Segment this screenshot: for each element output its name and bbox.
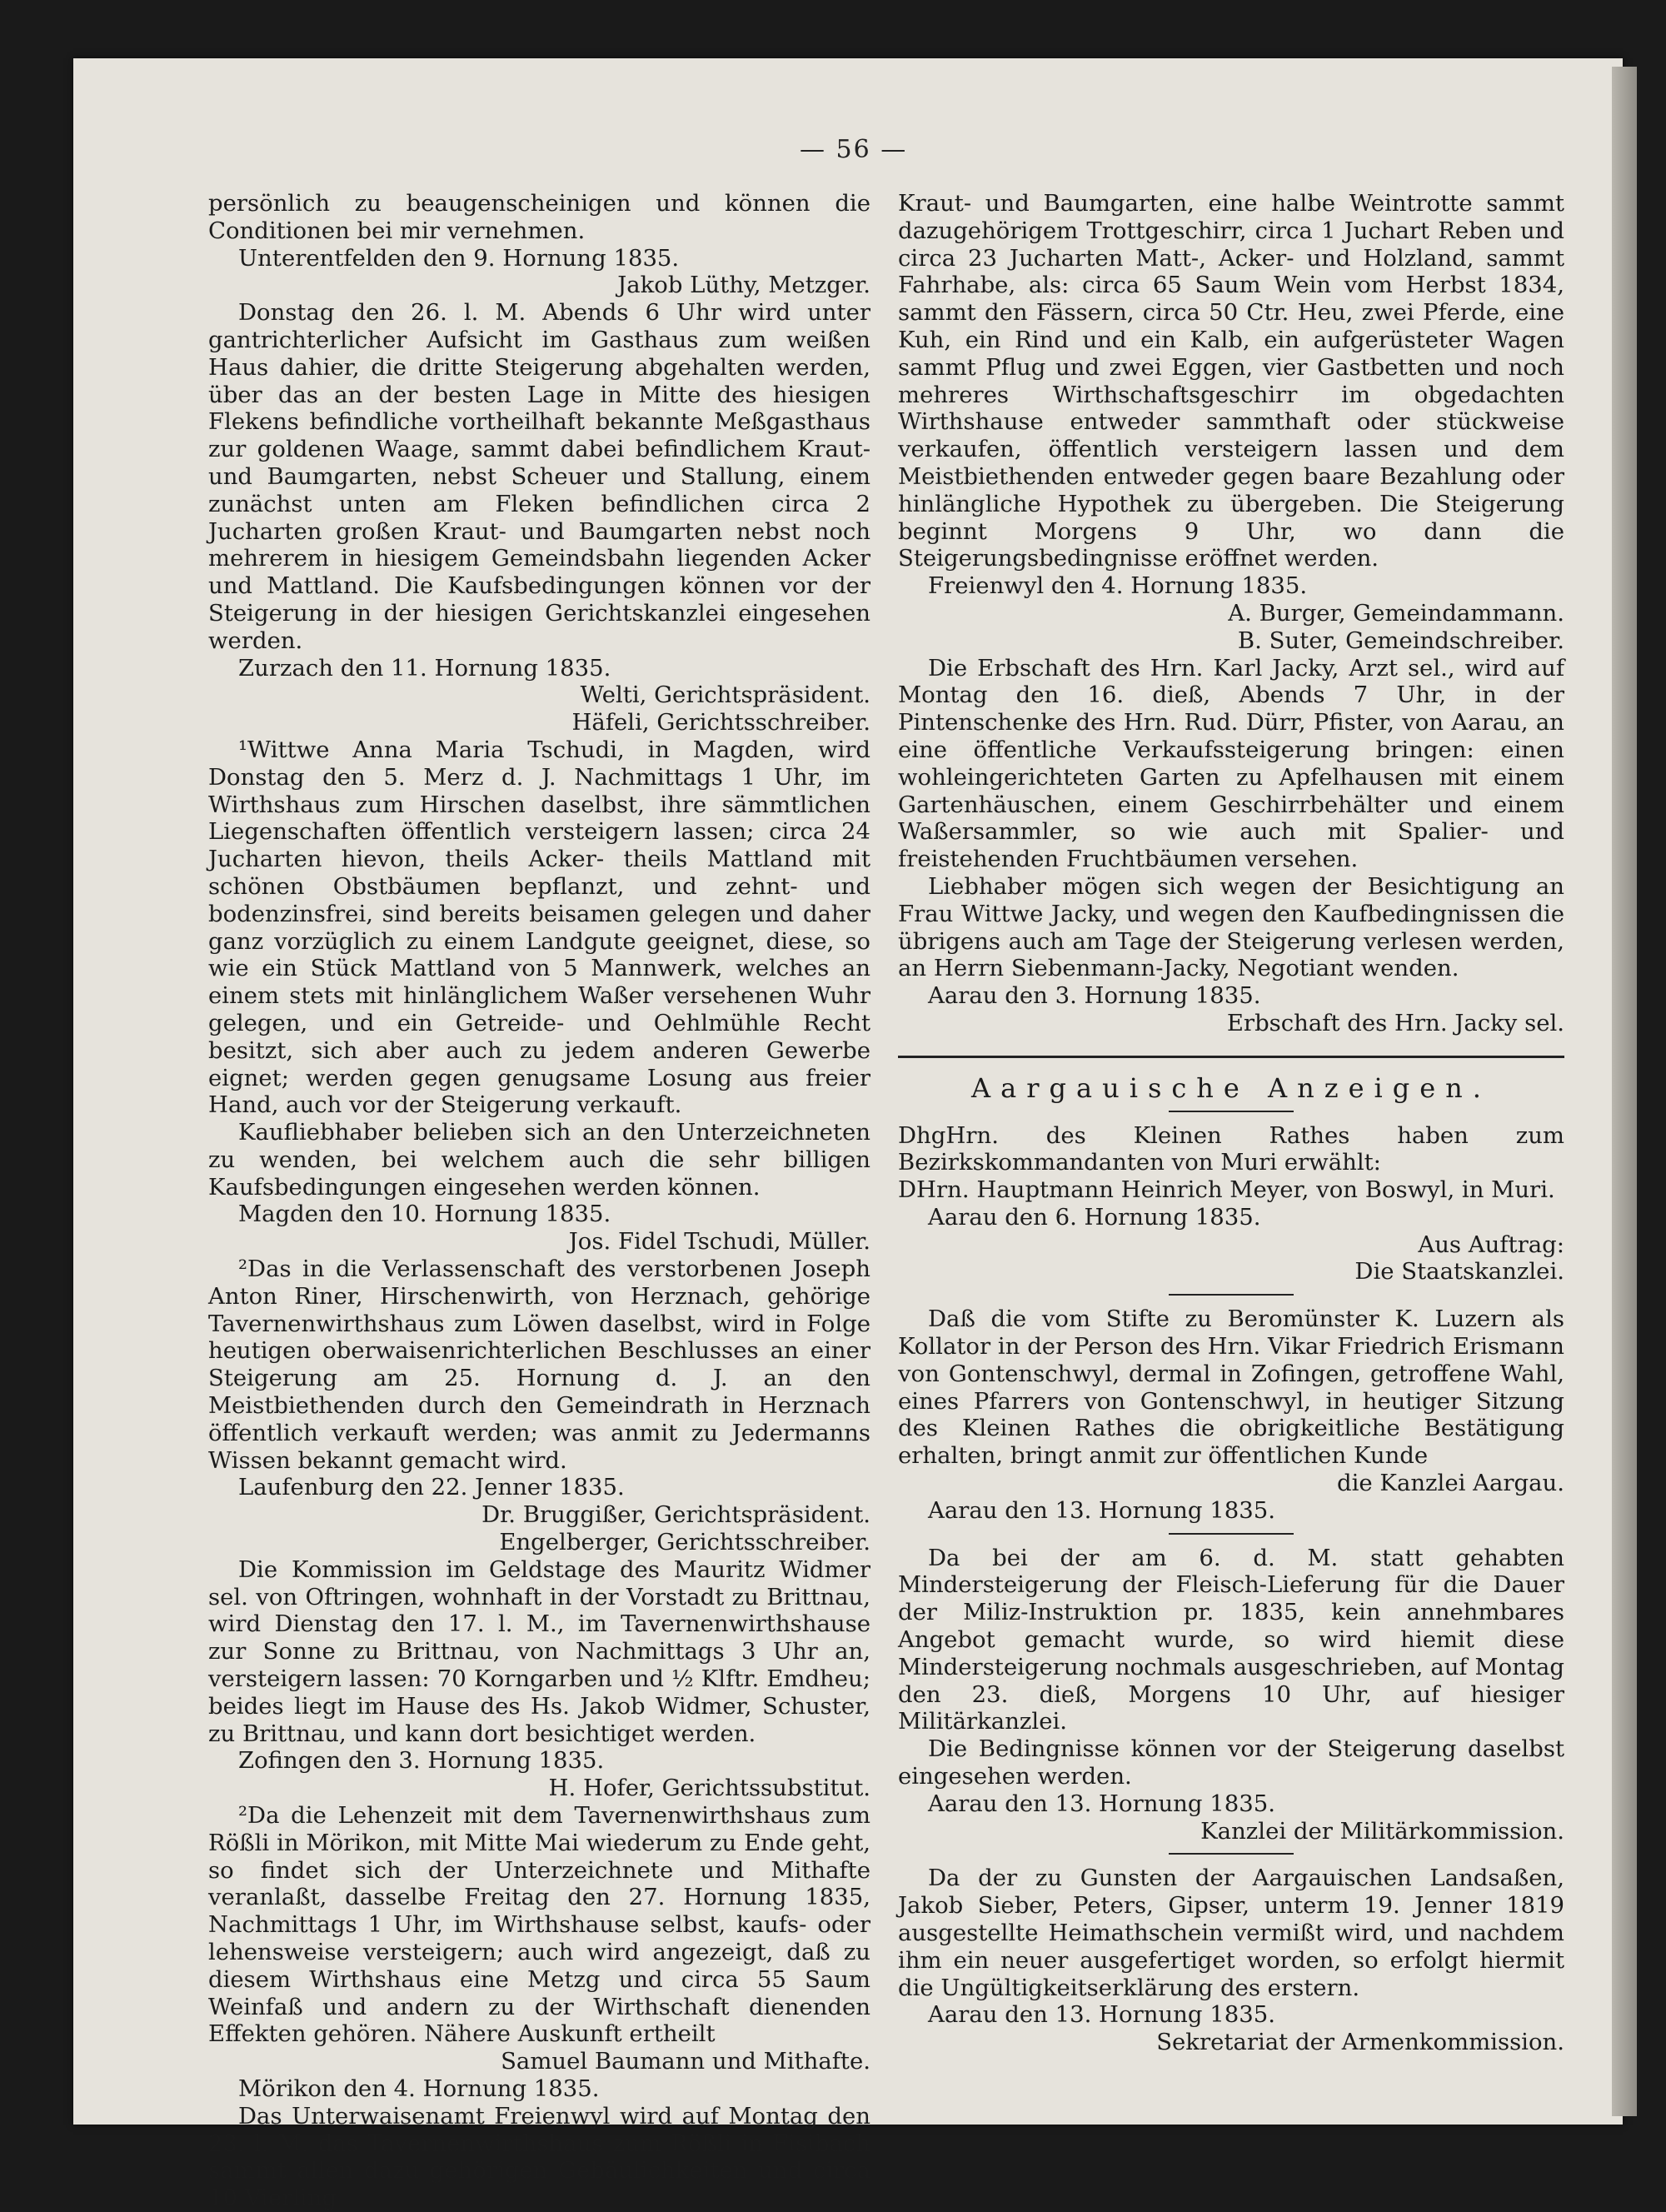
notice-date: Mörikon den 4. Hornung 1835. [238, 2075, 600, 2102]
notice-date: Freienwyl den 4. Hornung 1835. [928, 572, 1308, 600]
notice-signature: Jos. Fidel Tschudi, Müller. [568, 1228, 870, 1256]
page-edge [1612, 67, 1637, 2116]
notice-signature: Jakob Lüthy, Metzger. [617, 272, 870, 299]
notice-text: DHrn. Hauptmann Heinrich Meyer, von Boswyl, in Muri. [898, 1176, 1555, 1204]
notice-text: Da bei der am 6. d. M. statt gehabten Mindersteigerung der Fleisch-Lieferung für die Dauer der Miliz-Instruktion pr. 1835, kein annehmbares Angebot gemacht wurde, so wird hiemit diese Mindersteigerung nochmals ausgeschrieben, auf Montag den 23. dieß, Morgens 10 Uhr, auf hiesiger Militärkanzlei. [898, 1544, 1564, 1735]
notice-signature: Die Staatskanzlei. [1354, 1258, 1564, 1286]
notice-text: DhgHrn. des Kleinen Rathes haben zum Bezirkskommandanten von Muri erwählt: [898, 1121, 1564, 1176]
notice-text: ¹Wittwe Anna Maria Tschudi, in Magden, wird Donstag den 5. Merz d. J. Nachmittags 1 Uhr, im Wirthshaus zum Hirschen daselbst, ihre sämmtlichen Liegenschaften öffentlich versteigern lassen; circa 24 Jucharten hievon, theils Acker- theils Mattland mit schönen Obstbäumen bepflanzt, und zehnt- und bodenzinsfrei, sind bereits beisamen gelegen und daher ganz vorzüglich zu einem Landgute geeignet, diese, so wie ein Stück Mattland von 5 Mannwerk, welches an einem stets mit hinlänglichem Waßer versehenen Wuhr gelegen, und ein Getreide- und Oehlmühle Recht besitzt, sich aber auch zu jedem anderen Gewerbe eignet; werden gegen genugsame Losung aus freier Hand, auch vor der Steigerung verkauft. [208, 736, 870, 1119]
notice-signature: Erbschaft des Hrn. Jacky sel. [1226, 1009, 1564, 1036]
right-column [898, 190, 1564, 2056]
notice-signature: Häfeli, Gerichtsschreiber. [571, 709, 870, 737]
notice-signature: H. Hofer, Gerichtssubstitut. [548, 1775, 870, 1802]
page-number: — 56 — [800, 135, 908, 164]
notice-text: Daß die vom Stifte zu Beromünster K. Luzern als Kollator in der Person des Hrn. Vikar Friedrich Erismann von Gontenschwyl, dermal in Zofingen, getroffene Wahl, eines Pfarrers von Gontenschwyl, in heutiger Sitzung des Kleinen Rathes die obrigkeitliche Bestätigung erhalten, bringt anmit zur öffentlichen Kunde [898, 1306, 1564, 1470]
notice-text: persönlich zu beaugenscheinigen und können die Conditionen bei mir vernehmen. [208, 190, 870, 244]
notice-date: Aarau den 13. Hornung 1835. [928, 1790, 1275, 1817]
notice-signature: Aus Auftrag: [1418, 1231, 1564, 1258]
notice-text: Die Bedingnisse können vor der Steigerung daselbst eingesehen werden. [898, 1735, 1564, 1790]
notice-date: Zofingen den 3. Hornung 1835. [238, 1747, 605, 1775]
notice-text: Die Kommission im Geldstage des Mauritz Widmer sel. von Oftringen, wohnhaft in der Vorstadt zu Brittnau, wird Dienstag den 17. l. M., im Tavernenwirthshause zur Sonne zu Brittnau, von Nachmittags 3 Uhr an, versteigern lassen: 70 Korngarben und ½ Klftr. Emdheu; beides liegt im Hause des Hs. Jakob Widmer, Schuster, zu Brittnau, und kann dort besichtiget werden. [208, 1555, 870, 1747]
notice-text: Donstag den 26. l. M. Abends 6 Uhr wird unter gantrichterlicher Aufsicht im Gasthaus zum weißen Haus dahier, die dritte Steigerung abgehalten werden, über das an der besten Lage in Mitte des hiesigen Flekens befindliche vortheilhaft bekannte Meßgasthaus zur goldenen Waage, sammt dabei befindlichem Kraut- und Baumgarten, nebst Scheuer und Stallung, einem zunächst unten am Fleken befindlichen circa 2 Jucharten großen Kraut- und Baumgarten nebst noch mehrerem in hiesigem Gemeindsbahn liegenden Acker und Mattland. Die Kaufsbedingungen können vor der Steigerung in der hiesigen Gerichtskanzlei eingesehen werden. [208, 299, 870, 654]
notice-signature: Dr. Bruggißer, Gerichtspräsident. [481, 1501, 870, 1529]
notice-date: Aarau den 6. Hornung 1835. [928, 1203, 1261, 1231]
notice-signature: Kanzlei der Militärkommission. [1200, 1817, 1564, 1845]
notice-signature: B. Suter, Gemeindschreiber. [1237, 627, 1564, 654]
notice-signature: Samuel Baumann und Mithafte. [501, 2048, 870, 2075]
notice-text: ²Das in die Verlassenschaft des verstorbenen Joseph Anton Riner, Hirschenwirth, von Herznach, gehörige Tavernenwirthshaus zum Löwen daselbst, wird in Folge heutigen oberwaisenrichterlichen Beschlusses an einer Steigerung am 25. Hornung d. J. an den Meistbiethenden durch den Gemeindrath in Herznach öffentlich verkauft werden; was anmit zu Jedermanns Wissen bekannt gemacht wird. [208, 1256, 870, 1474]
short-divider [1169, 1533, 1294, 1535]
notice-signature: A. Burger, Gemeindammann. [1228, 599, 1564, 627]
notice-text: Das Unterwaisenamt Freienwyl wird auf Montag den 23. l. M. das Tavernenwirthshaus zum Rößli in Fisibach sammt allen dazu gehörigen Gebäulichkeiten und circa 10 Vierling [208, 2102, 870, 2212]
notice-date: Laufenburg den 22. Jenner 1835. [238, 1474, 625, 1501]
notice-text: Da der zu Gunsten der Aargauischen Landsaßen, Jakob Sieber, Peters, Gipser, unterm 19. Jenner 1819 ausgestellte Heimathschein vermißt wird, und nachdem ihm ein neuer ausgefertiget worden, so erfolgt hiermit die Ungültigkeitserklärung des erstern. [898, 1865, 1564, 2001]
notice-text: Kaufliebhaber belieben sich an den Unterzeichneten zu wenden, bei welchem auch die sehr billigen Kaufsbedingungen eingesehen werden können. [208, 1119, 870, 1201]
notice-text: Liebhaber mögen sich wegen der Besichtigung an Frau Wittwe Jacky, und wegen den Kaufbedingnissen die übrigens auch am Tage der Steigerung verlesen werden, an Herrn Siebenmann-Jacky, Negotiant wenden. [898, 872, 1564, 982]
notice-signature: Engelberger, Gerichtsschreiber. [499, 1529, 870, 1556]
notice-text: Die Erbschaft des Hrn. Karl Jacky, Arzt sel., wird auf Montag den 16. dieß, Abends 7 Uhr, in der Pintenschenke des Hrn. Rud. Dürr, Pfister, von Aarau, an eine öffentliche Verkaufssteigerung bringen: einen wohleingerichteten Garten zu Apfelhausen mit einem Gartenhäuschen, einem Geschirrbehälter und einem Waßersammler, so wie auch mit Spalier- und freistehenden Fruchtbäumen versehen. [898, 654, 1564, 873]
section-divider [898, 1056, 1564, 1058]
notice-signature: die Kanzlei Aargau. [1336, 1470, 1564, 1497]
short-divider [1169, 1853, 1294, 1855]
notice-date: Aarau den 13. Hornung 1835. [928, 1496, 1275, 1524]
notice-text: ²Da die Lehenzeit mit dem Tavernenwirthshaus zum Rößli in Mörikon, mit Mitte Mai wiederum zu Ende geht, so findet sich der Unterzeichnete und Mithafte veranlaßt, dasselbe Freitag den 27. Hornung 1835, Nachmittags 1 Uhr, im Wirthshause selbst, kaufs- oder lehensweise versteigern; auch wird angezeigt, daß zu diesem Wirthshaus eine Metzg und circa 55 Saum Weinfaß und andern zu der Wirthschaft dienenden Effekten gehören. Nähere Auskunft ertheilt [208, 1802, 870, 2048]
notice-date: Unterentfelden den 9. Hornung 1835. [238, 244, 680, 272]
notice-text: Kraut- und Baumgarten, eine halbe Weintrotte sammt dazugehörigem Trottgeschirr, circa 1 Juchart Reben und circa 23 Jucharten Matt-, Acker- und Holzland, sammt Fahrhabe, als: circa 65 Saum Wein vom Herbst 1834, sammt den Fässern, circa 50 Ctr. Heu, zwei Pferde, eine Kuh, ein Rind und ein Kalb, ein aufgerüsteter Wagen sammt Pflug und zwei Eggen, vier Gastbetten und noch mehreres Wirthschaftsgeschirr im obgedachten Wirthshause entweder sammthaft oder stückweise verkaufen, öffentlich versteigern lassen und dem Meistbiethenden entweder gegen baare Bezahlung oder hinlängliche Hypothek zu übergeben. Die Steigerung beginnt Morgens 9 Uhr, wo dann die Steigerungsbedingnisse eröffnet werden. [898, 190, 1564, 572]
short-divider [1169, 1111, 1294, 1112]
notice-date: Aarau den 3. Hornung 1835. [928, 982, 1261, 1010]
left-column [208, 190, 870, 2212]
notice-date: Magden den 10. Hornung 1835. [238, 1201, 611, 1228]
short-divider [1169, 1294, 1294, 1296]
notice-signature: Welti, Gerichtspräsident. [580, 682, 870, 709]
section-heading: Aargauische Anzeigen. [971, 1071, 1491, 1104]
notice-date: Aarau den 13. Hornung 1835. [928, 2001, 1275, 2029]
notice-signature: Sekretariat der Armenkommission. [1156, 2029, 1564, 2056]
notice-date: Zurzach den 11. Hornung 1835. [238, 654, 611, 682]
